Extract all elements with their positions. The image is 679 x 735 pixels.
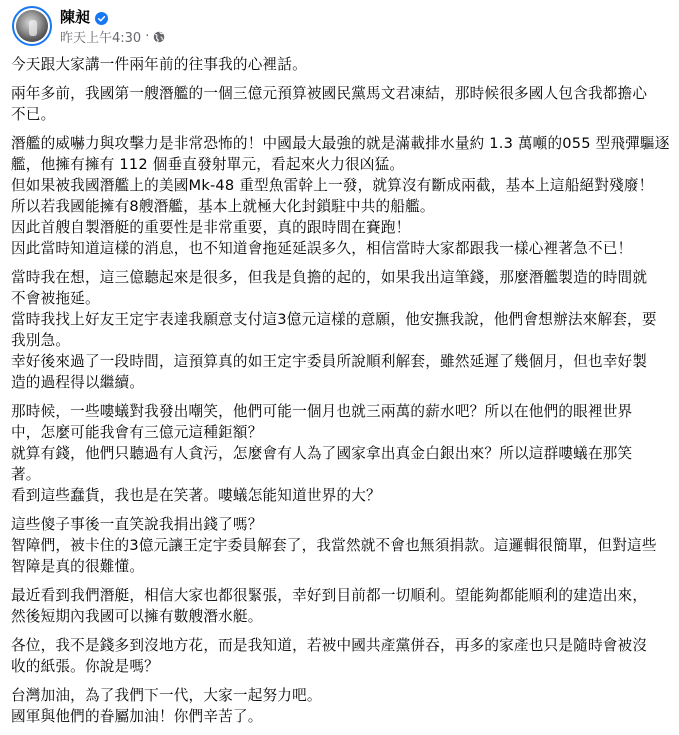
paragraph bbox=[11, 585, 671, 627]
text-line: 幸好後來過了一段時間，這預算真的如王定宇委員所說順利解套，雖然延遲了幾個月，但也幸好製 bbox=[11, 353, 648, 370]
text-line: 今天跟大家講一件兩年前的往事我的心裡話。 bbox=[11, 56, 307, 73]
text-line: 然後短期內我國可以擁有數艘潛水艇。 bbox=[11, 608, 263, 625]
text-line: 因此當時知道這樣的消息，也不知道會拖延延誤多久，相信當時大家都跟我一樣心裡著急不已！ bbox=[11, 240, 633, 257]
text-line: 就算有錢，他們只聽過有人貪污，怎麼會有人為了國家拿出真金白銀出來？所以這群嘍蟻在那笑 bbox=[11, 445, 633, 462]
text-line: 艦，他擁有擁有 112 個垂直發射單元，看起來火力很凶猛。 bbox=[11, 156, 405, 173]
text-line: 兩年多前，我國第一艘潛艦的一個三億元預算被國民黨馬文君凍結，那時候很多國人包含我都擔心 bbox=[11, 85, 648, 102]
paragraph bbox=[11, 635, 671, 677]
text-line: 國軍與他們的眷屬加油！你們辛苦了。 bbox=[11, 708, 263, 725]
paragraph bbox=[11, 54, 671, 75]
text-line: 智障是真的很難懂。 bbox=[11, 558, 145, 575]
post-header bbox=[12, 4, 165, 48]
paragraph bbox=[11, 685, 671, 727]
paragraph bbox=[11, 267, 671, 393]
verified-badge-icon bbox=[95, 10, 108, 23]
globe-icon[interactable] bbox=[153, 31, 165, 43]
text-line: 中，怎麼可能我會有三億元這種鉅額？ bbox=[11, 424, 263, 441]
text-line: 所以若我國能擁有8艘潛艦，基本上就極大化封鎖駐中共的船艦。 bbox=[11, 198, 435, 215]
profile-photo-icon bbox=[16, 10, 48, 42]
timestamp-row bbox=[60, 28, 165, 46]
text-line: 看到這些蠢貨，我也是在笑著。嘍蟻怎能知道世界的大？ bbox=[11, 487, 381, 504]
separator: · bbox=[145, 29, 150, 44]
text-line: 造的過程得以繼續。 bbox=[11, 374, 145, 391]
text-line: 那時候，一些嘍蟻對我發出嘲笑，他們可能一個月也就三兩萬的薪水吧？所以在他們的眼裡世界 bbox=[11, 403, 633, 420]
text-line: 當時我在想，這三億聽起來是很多，但我是負擔的起的，如果我出這筆錢，那麼潛艦製造的時間就 bbox=[11, 269, 648, 286]
paragraph bbox=[11, 514, 671, 577]
post-meta bbox=[60, 7, 165, 46]
text-line: 因此首艘自製潛艇的重要性是非常重要，真的跟時間在賽跑！ bbox=[11, 219, 411, 236]
text-line: 最近看到我們潛艇，相信大家也都很緊張，幸好到目前都一切順利。望能夠都能順利的建造出來， bbox=[11, 587, 648, 604]
author-row bbox=[60, 7, 165, 27]
author-avatar[interactable] bbox=[12, 6, 52, 46]
text-line: 這些傻子事後一直笑說我捐出錢了嗎？ bbox=[11, 516, 263, 533]
text-line: 各位，我不是錢多到沒地方花，而是我知道，若被中國共產黨併吞，再多的家產也只是隨時會被沒 bbox=[11, 637, 648, 654]
paragraph bbox=[11, 401, 671, 506]
text-line: 智障們，被卡住的3億元讓王定宇委員解套了，我當然就不會也無須捐款。這邏輯很簡單，但對這些 bbox=[11, 537, 657, 554]
text-line: 台灣加油，為了我們下一代，大家一起努力吧。 bbox=[11, 687, 322, 704]
text-line: 但如果被我國潛艦上的美國Mk-48 重型魚雷幹上一發，就算沒有斷成兩截，基本上這船絕對殘廢！ bbox=[11, 177, 654, 194]
post-timestamp[interactable]: 昨天上午4:30 bbox=[60, 31, 142, 46]
text-line: 不已。 bbox=[11, 106, 56, 123]
text-line: 我別急。 bbox=[11, 332, 71, 349]
post-body bbox=[11, 54, 671, 735]
paragraph bbox=[11, 133, 671, 259]
text-line: 潛艦的威嚇力與攻擊力是非常恐怖的！中國最大最強的就是滿載排水量約 1.3 萬噸的055 型飛彈驅逐 bbox=[11, 135, 670, 152]
text-line: 不會被拖延。 bbox=[11, 290, 100, 307]
paragraph bbox=[11, 83, 671, 125]
text-line: 著。 bbox=[11, 466, 41, 483]
text-line: 當時我找上好友王定宇表達我願意支付這3億元這樣的意願，他安撫我說，他們會想辦法來解套，要 bbox=[11, 311, 657, 328]
author-name[interactable]: 陳昶 bbox=[60, 8, 91, 26]
text-line: 收的紙張。你說是嗎？ bbox=[11, 658, 159, 675]
